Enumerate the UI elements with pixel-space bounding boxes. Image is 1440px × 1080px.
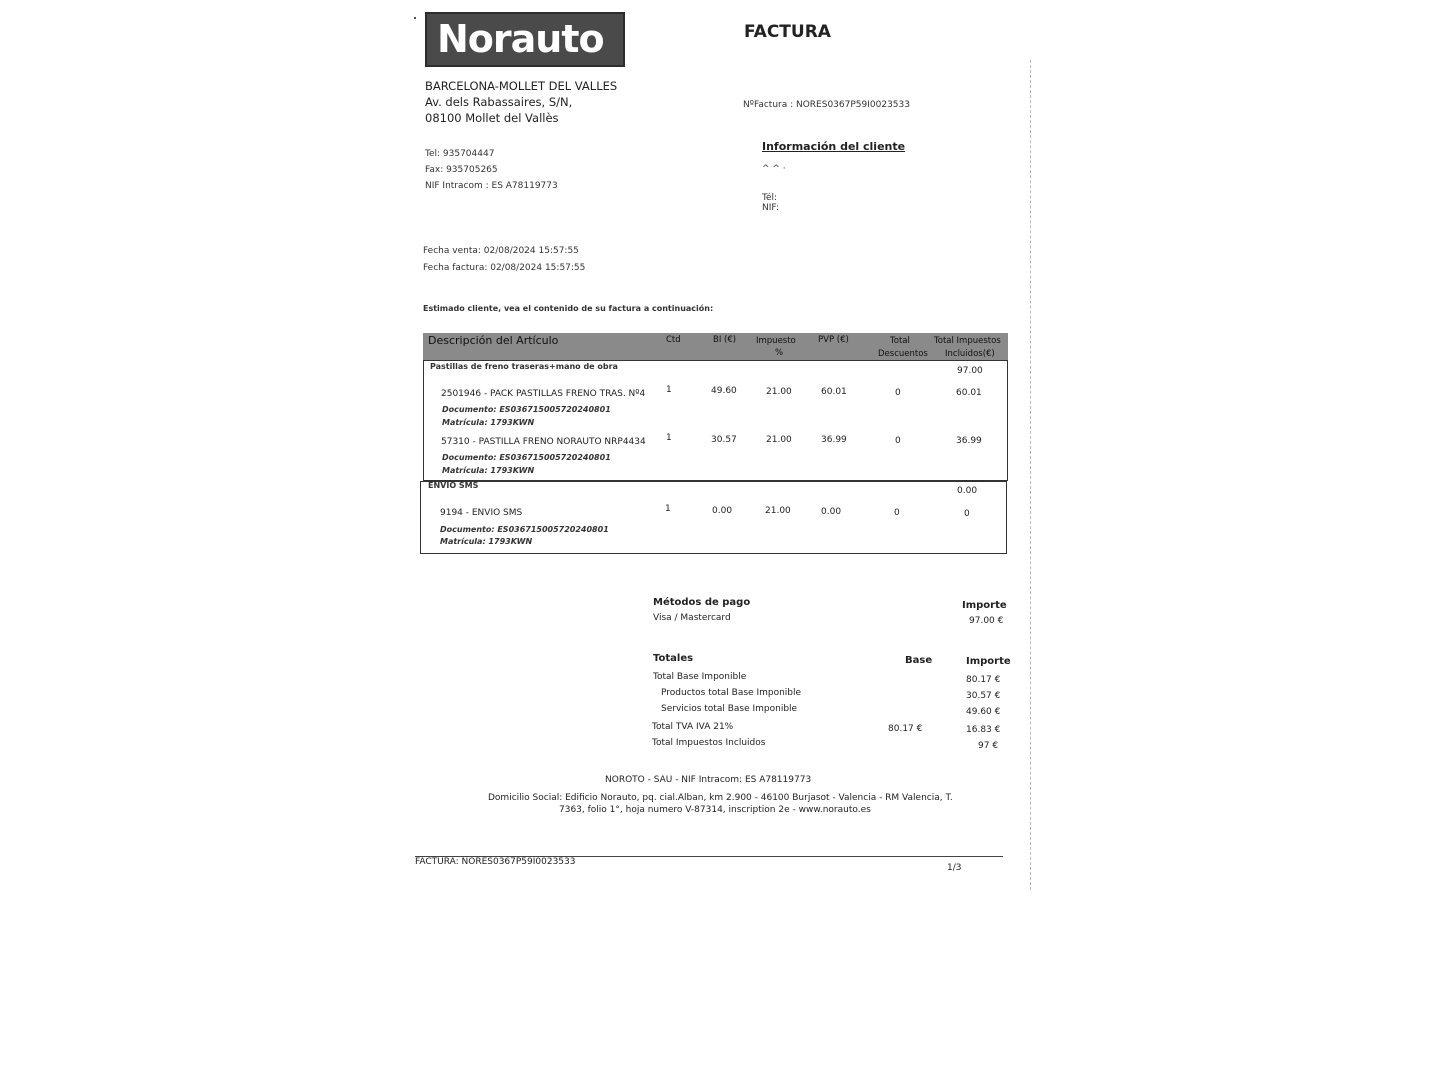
store-city: 08100 Mollet del Vallès (425, 111, 559, 125)
scan-speck (414, 17, 416, 19)
item3-total: 0 (964, 509, 970, 519)
store-name: BARCELONA-MOLLET DEL VALLES (425, 79, 618, 93)
store-street: Av. dels Rabassaires, S/N, (425, 95, 573, 109)
norauto-logo (425, 12, 625, 67)
group2-total: 0.00 (957, 486, 978, 496)
item1-bi: 49.60 (711, 386, 737, 396)
footer-invoice-ref: FACTURA: NORES0367P59I0023533 (415, 857, 576, 867)
group1-total: 97.00 (957, 366, 983, 376)
store-nif: NIF Intracom : ES A78119773 (425, 181, 558, 191)
item3-disc: 0 (894, 508, 900, 518)
sale-date: Fecha venta: 02/08/2024 15:57:55 (423, 246, 579, 256)
payment-method: Visa / Mastercard (653, 613, 731, 623)
header-desc: Descripción del Artículo (428, 334, 559, 347)
group2-title: ENVIO SMS (428, 481, 479, 490)
item1-document: Documento: ES036715005720240801 (442, 405, 611, 414)
header-total-1: Total Impuestos (934, 336, 1001, 346)
totals-row-label: Total Base Imponible (653, 672, 747, 682)
item2-bi: 30.57 (711, 435, 737, 445)
header-disc-2: Descuentos (878, 349, 928, 359)
totals-row-label: Total Impuestos Incluidos (652, 738, 766, 748)
item3-tax: 21.00 (765, 506, 791, 516)
document-title: FACTURA (744, 22, 831, 42)
client-tel: Tél: (762, 193, 778, 203)
totals-row-amount: 97 € (978, 741, 999, 751)
item3-document: Documento: ES036715005720240801 (440, 525, 609, 534)
header-tax-2: % (775, 348, 784, 358)
item3-bi: 0.00 (712, 506, 733, 516)
totals-row-amount: 30.57 € (966, 691, 1001, 701)
item2-pvp: 36.99 (821, 435, 847, 445)
item2-tax: 21.00 (766, 435, 792, 445)
totals-row-amount: 16.83 € (966, 725, 1001, 735)
totals-row-amount: 49.60 € (966, 707, 1001, 717)
item2-qty: 1 (666, 433, 672, 443)
page-edge (1030, 60, 1031, 890)
invoice-number: NºFactura : NORES0367P59I0023533 (743, 100, 910, 110)
item3-qty: 1 (665, 504, 671, 514)
client-nif: NIF: (762, 203, 779, 213)
item1-pvp: 60.01 (821, 387, 847, 397)
item3-pvp: 0.00 (821, 507, 842, 517)
item1-total: 60.01 (956, 388, 982, 398)
item1-tax: 21.00 (766, 387, 792, 397)
totals-row-label: Total TVA IVA 21% (652, 722, 734, 732)
item3-plate: Matrícula: 1793KWN (440, 537, 533, 546)
header-bi: BI (€) (713, 335, 737, 345)
group1-title: Pastillas de freno traseras+mano de obra (430, 362, 618, 371)
footer-address-2: 7363, folio 1°, hoja numero V-87314, inscription 2e - www.norauto.es (559, 805, 871, 815)
intro-text: Estimado cliente, vea el contenido de su factura a continuación: (423, 304, 714, 313)
header-pvp: PVP (€) (818, 335, 849, 345)
totals-row-label: Productos total Base Imponible (661, 688, 802, 698)
footer-company: NOROTO - SAU - NIF Intracom: ES A78119773 (605, 775, 812, 785)
client-name: ^ ^ · (762, 164, 786, 174)
totals-heading: Totales (653, 653, 694, 664)
totals-row-base: 80.17 € (888, 724, 923, 734)
item2-desc: 57310 - PASTILLA FRENO NORAUTO NRP4434 (441, 437, 646, 447)
payment-heading: Métodos de pago (653, 597, 751, 608)
item1-desc: 2501946 - PACK PASTILLAS FRENO TRAS. Nº4 (441, 389, 646, 399)
totals-amount-heading: Importe (966, 656, 1011, 667)
page-number: 1/3 (947, 863, 962, 873)
payment-amount: 97.00 € (969, 616, 1004, 626)
item2-plate: Matrícula: 1793KWN (442, 466, 535, 475)
item1-disc: 0 (895, 388, 901, 398)
footer-address-1: Domicilio Social: Edificio Norauto, pq. cial.Alban, km 2.900 - 46100 Burjasot - Valencia - RM Valencia, T. (488, 793, 953, 803)
item2-total: 36.99 (956, 436, 982, 446)
store-tel: Tel: 935704447 (425, 149, 495, 159)
item2-disc: 0 (895, 436, 901, 446)
store-fax: Fax: 935705265 (425, 165, 498, 175)
header-total-2: Incluidos(€) (945, 349, 995, 359)
client-heading: Información del cliente (762, 140, 906, 153)
logo-text: Norauto (437, 17, 604, 61)
header-disc-1: Total (890, 336, 910, 346)
payment-amount-heading: Importe (962, 600, 1007, 611)
header-tax-1: Impuesto (756, 336, 796, 346)
header-qty: Ctd (666, 335, 681, 345)
invoice-date: Fecha factura: 02/08/2024 15:57:55 (423, 263, 586, 273)
item1-plate: Matrícula: 1793KWN (442, 418, 535, 427)
totals-base-heading: Base (905, 655, 933, 666)
totals-row-amount: 80.17 € (966, 675, 1001, 685)
item3-desc: 9194 - ENVIO SMS (440, 508, 523, 518)
totals-row-label: Servicios total Base Imponible (661, 704, 798, 714)
item2-document: Documento: ES036715005720240801 (442, 453, 611, 462)
item1-qty: 1 (666, 385, 672, 395)
